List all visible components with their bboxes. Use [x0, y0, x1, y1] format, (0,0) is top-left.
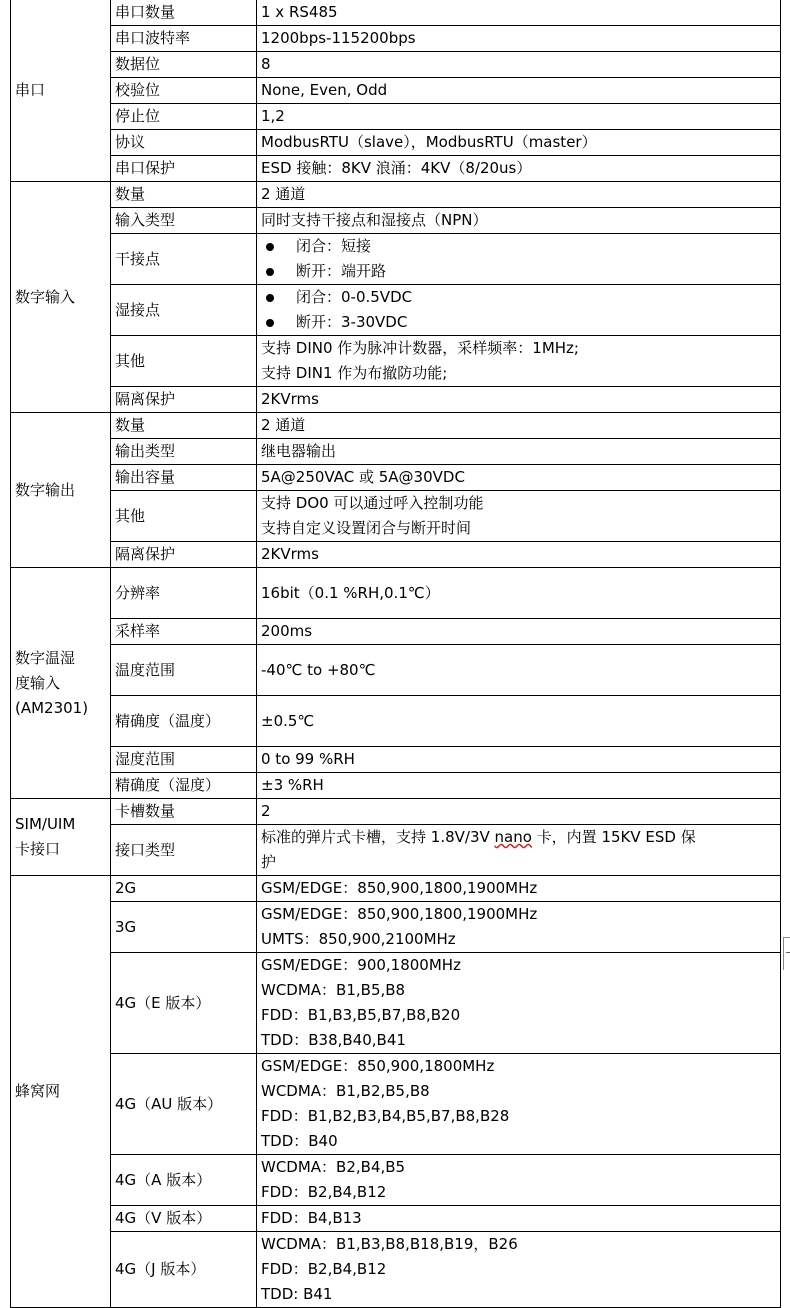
spec-row [11, 104, 781, 130]
spec-value [257, 387, 781, 413]
spec-value-line: 同时支持干接点和湿接点（NPN） [261, 211, 488, 229]
spec-value-line: WCDMA：B1,B3,B8,B18,B19，B26 [261, 1235, 518, 1253]
spec-row [11, 234, 781, 285]
spec-row [11, 568, 781, 619]
spec-row [11, 130, 781, 156]
spec-value-line: 5A@250VAC 或 5A@30VDC [261, 468, 465, 486]
spec-label: 串口保护 [111, 156, 257, 182]
spec-label: 精确度（湿度） [111, 773, 257, 799]
spec-value [257, 491, 781, 542]
spec-label: 隔离保护 [111, 542, 257, 568]
spec-value-line: 护 [261, 853, 277, 871]
spec-row [11, 696, 781, 747]
spec-value [257, 78, 781, 104]
spec-value-line: ESD 接触：8KV 浪涌：4KV（8/20us） [261, 159, 532, 177]
spec-row [11, 1054, 781, 1155]
spec-label: 4G（AU 版本） [111, 1054, 257, 1155]
spec-value-line: 2 通道 [261, 416, 306, 434]
category-digital-input [11, 182, 111, 413]
spec-value [257, 104, 781, 130]
spec-value-line: None, Even, Odd [261, 81, 388, 99]
spec-value-line: 1,2 [261, 107, 285, 125]
spec-value [257, 208, 781, 234]
spec-label: 4G（E 版本） [111, 953, 257, 1054]
bullet-dot-icon [266, 294, 274, 302]
spec-row [11, 26, 781, 52]
spec-label: 输出类型 [111, 439, 257, 465]
spec-value-line: 继电器输出 [261, 442, 337, 460]
spec-label: 4G（A 版本） [111, 1155, 257, 1206]
spec-value [257, 26, 781, 52]
spec-label: 串口波特率 [111, 26, 257, 52]
category-label-line: (AM2301) [15, 698, 89, 717]
spec-label: 隔离保护 [111, 387, 257, 413]
spec-label: 串口数量 [111, 0, 257, 26]
spec-row [11, 387, 781, 413]
category-label-line: 卡接口 [15, 840, 61, 858]
spec-row [11, 78, 781, 104]
spec-row [11, 799, 781, 825]
spec-value-line: 0 to 99 %RH [261, 750, 355, 768]
spec-row [11, 1206, 781, 1232]
spec-value [257, 285, 781, 336]
spec-label: 停止位 [111, 104, 257, 130]
spec-value-line: ModbusRTU（slave），ModbusRTU（master） [261, 133, 597, 151]
spec-value [257, 1155, 781, 1206]
spec-row [11, 182, 781, 208]
spec-value [257, 799, 781, 825]
spec-row [11, 1232, 781, 1308]
spec-label: 分辨率 [111, 568, 257, 619]
spec-row [11, 645, 781, 696]
spec-row [11, 491, 781, 542]
spec-value-line: 支持 DIN1 作为布撤防功能; [261, 364, 448, 382]
spec-value-line: TDD：B40 [261, 1132, 338, 1150]
spec-label: 卡槽数量 [111, 799, 257, 825]
spec-label: 2G [111, 876, 257, 902]
spec-value-line: 支持 DO0 可以通过呼入控制功能 [261, 494, 484, 512]
spec-table-container [10, 0, 780, 1308]
category-label-line: 数字输入 [15, 287, 76, 306]
spec-label: 接口类型 [111, 825, 257, 876]
spec-label: 温度范围 [111, 645, 257, 696]
spec-value [257, 234, 781, 285]
spec-value [257, 876, 781, 902]
spec-label: 湿接点 [111, 285, 257, 336]
category-label-line: 度输入 [15, 673, 61, 692]
spec-value [257, 773, 781, 799]
category-sim-uim [11, 799, 111, 876]
spec-value-line: 2KVrms [261, 545, 319, 563]
spec-value [257, 902, 781, 953]
category-digital-output [11, 413, 111, 568]
bullet-text: 断开：端开路 [296, 262, 387, 280]
spec-value-line: GSM/EDGE：900,1800MHz [261, 956, 461, 974]
spec-value [257, 1206, 781, 1232]
spec-value [257, 568, 781, 619]
spec-value-line: FDD：B2,B4,B12 [261, 1260, 387, 1278]
spec-value-line [261, 825, 776, 850]
spec-label: 输入类型 [111, 208, 257, 234]
spec-value-line: 1 x RS485 [261, 3, 338, 21]
spec-label: 输出容量 [111, 465, 257, 491]
spec-value [257, 619, 781, 645]
spec-row [11, 439, 781, 465]
category-label-line: 蜂窝网 [15, 1082, 61, 1100]
spec-value [257, 130, 781, 156]
spec-value-line: WCDMA：B1,B2,B5,B8 [261, 1082, 430, 1100]
spec-label: 干接点 [111, 234, 257, 285]
spec-label: 校验位 [111, 78, 257, 104]
spec-value-line: 支持 DIN0 作为脉冲计数器，采样频率：1MHz; [261, 339, 579, 357]
spec-label: 数据位 [111, 52, 257, 78]
spec-value [257, 0, 781, 26]
spec-value-line: WCDMA：B2,B4,B5 [261, 1158, 406, 1176]
spec-value-line: 支持自定义设置闭合与断开时间 [261, 519, 472, 537]
bullet-item [261, 234, 776, 259]
spec-label: 采样率 [111, 619, 257, 645]
bullet-text: 闭合：0-0.5VDC [296, 288, 413, 306]
bullet-item [261, 285, 776, 310]
spec-value [257, 52, 781, 78]
spec-row [11, 0, 781, 26]
bullet-dot-icon [266, 268, 274, 276]
spec-value [257, 336, 781, 387]
spec-value-line: TDD：B38,B40,B41 [261, 1031, 406, 1049]
spec-value-line: 1200bps-115200bps [261, 29, 416, 47]
spec-row [11, 208, 781, 234]
spec-label: 协议 [111, 130, 257, 156]
spec-label: 4G（J 版本） [111, 1232, 257, 1308]
spec-value-line: GSM/EDGE：850,900,1800,1900MHz [261, 879, 538, 897]
spec-value-line: 8 [261, 55, 271, 73]
spec-value-line: GSM/EDGE：850,900,1800MHz [261, 1057, 495, 1075]
spec-value [257, 696, 781, 747]
spec-row [11, 156, 781, 182]
spec-value [257, 465, 781, 491]
spec-value-line: 200ms [261, 622, 313, 640]
spec-value [257, 542, 781, 568]
spec-value-line: GSM/EDGE：850,900,1800,1900MHz [261, 905, 538, 923]
spec-row [11, 1155, 781, 1206]
bullet-item [261, 310, 776, 335]
spec-label: 数量 [111, 182, 257, 208]
category-label-line: 串口 [15, 81, 46, 99]
category-serial [11, 0, 111, 182]
spec-label: 精确度（温度） [111, 696, 257, 747]
spec-row [11, 542, 781, 568]
bullet-text: 断开：3-30VDC [296, 313, 408, 331]
spec-value [257, 413, 781, 439]
spec-value [257, 156, 781, 182]
spec-value-line: 2KVrms [261, 390, 319, 408]
spec-value [257, 1232, 781, 1308]
bullet-item [261, 259, 776, 284]
spec-row [11, 876, 781, 902]
spec-value-line: 2 [261, 802, 271, 820]
bullet-text: 闭合：短接 [296, 237, 372, 255]
spec-value [257, 825, 781, 876]
spec-label: 3G [111, 902, 257, 953]
spec-row [11, 285, 781, 336]
category-cellular [11, 876, 111, 1308]
spec-row [11, 413, 781, 439]
spec-value-line: FDD：B1,B3,B5,B7,B8,B20 [261, 1006, 461, 1024]
spec-value-line: 2 通道 [261, 185, 306, 203]
spec-value-line: UMTS：850,900,2100MHz [261, 930, 456, 948]
spec-row [11, 747, 781, 773]
spec-value-line: FDD：B4,B13 [261, 1209, 362, 1227]
spec-value [257, 439, 781, 465]
value-text: 卡，内置 15KV ESD 保 [531, 828, 696, 846]
spellcheck-word: nano [494, 828, 532, 846]
spec-value-line: WCDMA：B1,B5,B8 [261, 981, 406, 999]
spec-row [11, 52, 781, 78]
spec-table [10, 0, 781, 1308]
spec-row [11, 902, 781, 953]
spec-row [11, 336, 781, 387]
spec-label: 数量 [111, 413, 257, 439]
spec-value [257, 645, 781, 696]
spec-value [257, 182, 781, 208]
spec-value [257, 747, 781, 773]
category-label-line: 数字输出 [15, 480, 76, 499]
spec-row [11, 773, 781, 799]
spec-value [257, 1054, 781, 1155]
spec-value [257, 953, 781, 1054]
spec-label: 其他 [111, 491, 257, 542]
category-temp-humidity [11, 568, 111, 799]
bullet-dot-icon [266, 319, 274, 327]
spec-row [11, 465, 781, 491]
spec-value-line: FDD：B1,B2,B3,B4,B5,B7,B8,B28 [261, 1107, 510, 1125]
spec-label: 4G（V 版本） [111, 1206, 257, 1232]
spec-row [11, 825, 781, 876]
spec-label: 其他 [111, 336, 257, 387]
category-label-line: SIM/UIM [15, 815, 76, 833]
spec-value-line: TDD: B41 [261, 1285, 333, 1303]
spec-row [11, 619, 781, 645]
spec-value-line: ±3 %RH [261, 776, 324, 794]
spec-value-line: FDD：B2,B4,B12 [261, 1183, 387, 1201]
spec-value-line: ±0.5℃ [261, 711, 315, 730]
spec-value-line: 16bit（0.1 %RH,0.1℃） [261, 583, 440, 602]
spec-label: 湿度范围 [111, 747, 257, 773]
spec-row [11, 953, 781, 1054]
bullet-dot-icon [266, 243, 274, 251]
category-label-line: 数字温湿 [15, 648, 76, 667]
value-text: 标准的弹片式卡槽，支持 1.8V/3V [261, 828, 495, 846]
page-edge-marker [783, 937, 790, 970]
spec-value-line: -40℃ to +80℃ [261, 660, 376, 679]
